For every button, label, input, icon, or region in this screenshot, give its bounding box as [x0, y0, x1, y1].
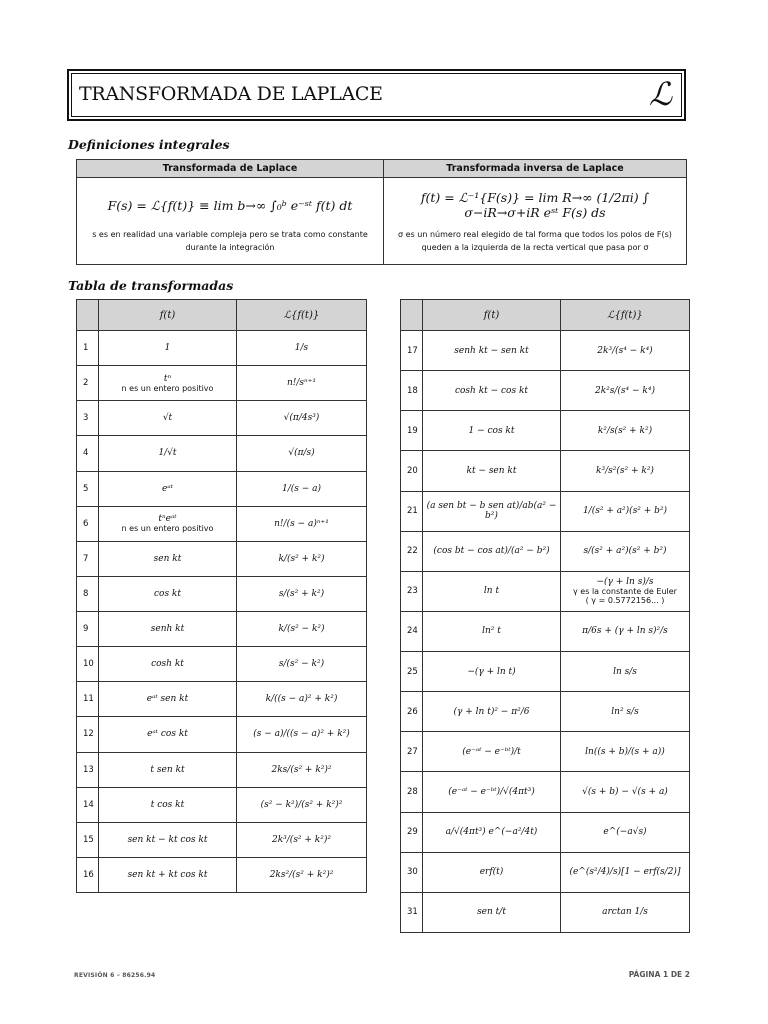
table-row [401, 611, 690, 651]
row-lt [561, 611, 690, 651]
row-lt [237, 366, 367, 401]
row-ft [423, 772, 561, 812]
ft-expression: cosh kt [151, 659, 184, 670]
ft-expression: eᵃᵗ [162, 483, 173, 494]
table-row [77, 541, 367, 576]
row-lt [237, 506, 367, 541]
lt-expression: π/6s + (γ + ln s)²/s [582, 626, 668, 637]
laplace-note: s es en realidad una variable compleja pero se trata como constante durante la integración [92, 230, 368, 252]
header-number [77, 300, 99, 331]
row-ft [99, 717, 237, 752]
row-number: 21 [401, 491, 423, 531]
table-row [77, 401, 367, 436]
lt-expression: √(π/s) [288, 448, 315, 459]
table-row [77, 331, 367, 366]
ft-expression: t sen kt [150, 764, 185, 775]
table-row [401, 571, 690, 611]
row-ft [99, 436, 237, 471]
definitions-header-laplace: Transformada de Laplace [77, 160, 384, 178]
ft-note: n es un entero positivo [121, 383, 214, 393]
row-number: 10 [77, 647, 99, 682]
row-lt [561, 411, 690, 451]
lt-expression: 2k²s/(s⁴ − k⁴) [594, 385, 655, 396]
ft-expression: a/√(4πt³) e^(−a²/4t) [445, 827, 538, 838]
lt-expression: (e^(s²/4)/s)[1 − erf(s/2)] [569, 867, 681, 878]
table-row [77, 857, 367, 892]
lt-expression: √(s + b) − √(s + a) [582, 786, 668, 797]
row-lt [237, 331, 367, 366]
row-number: 13 [77, 752, 99, 787]
row-ft [423, 331, 561, 371]
row-ft [99, 682, 237, 717]
row-ft [423, 692, 561, 732]
row-lt [561, 692, 690, 732]
ft-expression: tⁿ [163, 373, 172, 384]
lt-expression: arctan 1/s [602, 907, 648, 918]
row-lt [561, 732, 690, 772]
table-row [401, 772, 690, 812]
row-ft [99, 401, 237, 436]
row-lt [561, 531, 690, 571]
table-row [77, 787, 367, 822]
ft-expression: (e⁻ᵃᵗ − e⁻ᵇᵗ)/√(4πt³) [448, 786, 535, 797]
ft-expression: −(γ + ln t) [467, 666, 516, 677]
inverse-formula: f(t) = ℒ⁻¹{F(s)} = lim R→∞ (1/2πi) ∫ σ−iR→σ+iR eˢᵗ F(s) ds [420, 190, 650, 220]
table-row [77, 436, 367, 471]
row-number: 25 [401, 652, 423, 692]
table-row [401, 411, 690, 451]
definitions-table [76, 159, 687, 265]
ft-expression: 1 [164, 343, 171, 354]
row-ft [99, 822, 237, 857]
row-ft [423, 732, 561, 772]
row-ft [99, 752, 237, 787]
lt-note: ( γ = 0.5772156... ) [585, 596, 665, 606]
table-row [77, 717, 367, 752]
ft-expression: (γ + ln t)² − π²/6 [453, 706, 530, 717]
row-number: 15 [77, 822, 99, 857]
table-row [401, 852, 690, 892]
row-lt [561, 491, 690, 531]
lt-expression: s/(s² − k²) [278, 659, 325, 670]
row-number: 29 [401, 812, 423, 852]
row-number: 2 [77, 366, 99, 401]
ft-note: n es un entero positivo [121, 524, 214, 534]
ft-expression: erf(t) [479, 867, 504, 878]
row-ft [423, 892, 561, 932]
table-row [401, 732, 690, 772]
row-lt [237, 647, 367, 682]
row-lt [237, 682, 367, 717]
ft-expression: (e⁻ᵃᵗ − e⁻ᵇᵗ)/t [462, 746, 521, 757]
inverse-note: σ es un número real elegido de tal forma que todos los polos de F(s) queden a la izquierda de la recta vertical que pasa por σ [398, 230, 672, 252]
lt-expression: k²/s(s² + k²) [597, 425, 653, 436]
lt-expression: n!/(s − a)ⁿ⁺¹ [274, 518, 329, 529]
row-number: 19 [401, 411, 423, 451]
table-row [401, 451, 690, 491]
row-number: 9 [77, 612, 99, 647]
footer-revision: REVISIÓN 6 – 86256.94 [74, 972, 156, 979]
row-lt [237, 612, 367, 647]
row-ft [423, 531, 561, 571]
row-lt [561, 331, 690, 371]
row-ft [99, 857, 237, 892]
header-ft: f(t) [423, 300, 561, 331]
title-box [67, 69, 686, 121]
table-row [401, 491, 690, 531]
row-ft [99, 647, 237, 682]
row-ft [423, 491, 561, 531]
laplace-formula: F(s) = ℒ{f(t)} ≡ lim b→∞ ∫₀ᵇ e⁻ˢᵗ f(t) dt [107, 197, 353, 213]
table-row [401, 331, 690, 371]
row-lt [237, 576, 367, 611]
row-ft [423, 411, 561, 451]
row-lt [561, 812, 690, 852]
lt-expression: k/((s − a)² + k²) [265, 694, 338, 705]
lt-expression: ln((s + b)/(s + a)) [585, 746, 665, 757]
transforms-table-right [400, 299, 690, 933]
ft-expression: t cos kt [150, 799, 185, 810]
ft-expression: senh kt − sen kt [454, 345, 529, 356]
header-ft: f(t) [99, 300, 237, 331]
row-lt [561, 652, 690, 692]
table-row [77, 366, 367, 401]
row-ft [423, 812, 561, 852]
table-row [401, 892, 690, 932]
ft-expression: senh kt [150, 624, 185, 635]
lt-expression: 1/(s² + a²)(s² + b²) [582, 506, 668, 517]
ft-expression: sen t/t [477, 907, 506, 918]
ft-expression: cosh kt − cos kt [454, 385, 529, 396]
row-number: 20 [401, 451, 423, 491]
row-lt [561, 571, 690, 611]
section-table-heading: Tabla de transformadas [68, 278, 234, 293]
lt-expression: s/(s² + a²)(s² + b²) [583, 546, 667, 557]
table-row [77, 682, 367, 717]
ft-expression: cos kt [153, 588, 181, 599]
header-number [401, 300, 423, 331]
ft-expression: ln t [483, 586, 500, 597]
table-row [401, 812, 690, 852]
ft-expression: sen kt − kt cos kt [127, 834, 208, 845]
row-lt [237, 471, 367, 506]
definition-laplace-cell [77, 178, 384, 265]
row-number: 6 [77, 506, 99, 541]
table-row [77, 822, 367, 857]
lt-expression: (s − a)/((s − a)² + k²) [253, 729, 350, 740]
ft-expression: (cos bt − cos at)/(a² − b²) [433, 546, 550, 557]
row-number: 1 [77, 331, 99, 366]
row-lt [561, 451, 690, 491]
footer-page-number: PÁGINA 1 DE 2 [628, 970, 690, 979]
row-ft [99, 541, 237, 576]
row-ft [99, 612, 237, 647]
section-definitions-heading: Definiciones integrales [68, 137, 230, 152]
table-row [77, 471, 367, 506]
row-number: 27 [401, 732, 423, 772]
ft-expression: sen kt + kt cos kt [127, 869, 208, 880]
row-lt [237, 857, 367, 892]
row-number: 28 [401, 772, 423, 812]
row-number: 18 [401, 371, 423, 411]
row-number: 12 [77, 717, 99, 752]
lt-expression: ln² s/s [611, 706, 639, 717]
lt-expression: 2ks/(s² + k²)² [271, 764, 332, 775]
row-lt [237, 717, 367, 752]
lt-expression: k/(s² − k²) [278, 624, 325, 635]
lt-expression: 1/s [294, 343, 309, 354]
row-lt [237, 401, 367, 436]
row-number: 14 [77, 787, 99, 822]
row-number: 23 [401, 571, 423, 611]
lt-expression: s/(s² + k²) [278, 588, 325, 599]
row-ft [423, 571, 561, 611]
row-ft [423, 852, 561, 892]
row-ft [423, 371, 561, 411]
lt-expression: e^(−a√s) [603, 827, 647, 838]
definitions-header-inverse: Transformada inversa de Laplace [384, 160, 687, 178]
row-ft [99, 576, 237, 611]
lt-note: γ es la constante de Euler [573, 587, 677, 597]
row-lt [237, 541, 367, 576]
lt-expression: k³/s²(s² + k²) [596, 465, 654, 476]
row-number: 8 [77, 576, 99, 611]
row-lt [561, 772, 690, 812]
table-row [401, 692, 690, 732]
ft-expression: sen kt [153, 553, 182, 564]
table-row [77, 576, 367, 611]
lt-expression: 2k³/(s⁴ − k⁴) [597, 345, 653, 356]
header-lt: ℒ{f(t)} [237, 300, 367, 331]
row-number: 4 [77, 436, 99, 471]
row-number: 17 [401, 331, 423, 371]
row-lt [561, 371, 690, 411]
row-lt [237, 752, 367, 787]
definition-inverse-cell [384, 178, 687, 265]
row-ft [423, 611, 561, 651]
row-ft [423, 451, 561, 491]
lt-expression: n!/sⁿ⁺¹ [286, 378, 317, 389]
row-number: 31 [401, 892, 423, 932]
table-row [77, 506, 367, 541]
row-number: 16 [77, 857, 99, 892]
ft-expression: ln² t [482, 626, 501, 637]
row-lt [237, 787, 367, 822]
row-ft [99, 331, 237, 366]
row-number: 3 [77, 401, 99, 436]
ft-expression: eᵃᵗ cos kt [147, 729, 188, 740]
ft-expression: tⁿeᵃᵗ [158, 514, 177, 525]
lt-expression: 2ks²/(s² + k²)² [269, 869, 334, 880]
row-number: 22 [401, 531, 423, 571]
table-row [401, 652, 690, 692]
lt-expression: −(γ + ln s)/s [596, 577, 654, 588]
ft-expression: (a sen bt − b sen at)/ab(a² − b²) [426, 501, 557, 522]
row-lt [561, 852, 690, 892]
lt-expression: ln s/s [613, 666, 637, 677]
row-number: 5 [77, 471, 99, 506]
table-row [401, 371, 690, 411]
header-lt: ℒ{f(t)} [561, 300, 690, 331]
row-ft [99, 787, 237, 822]
ft-expression: eᵃᵗ sen kt [146, 694, 189, 705]
lt-expression: 1/(s − a) [281, 483, 322, 494]
lt-expression: (s² − k²)/(s² + k²)² [260, 799, 343, 810]
table-row [77, 647, 367, 682]
ft-expression: 1 − cos kt [468, 425, 515, 436]
row-ft [99, 506, 237, 541]
row-lt [561, 892, 690, 932]
row-lt [237, 436, 367, 471]
row-ft [99, 366, 237, 401]
row-number: 26 [401, 692, 423, 732]
row-ft [423, 652, 561, 692]
ft-expression: √t [162, 413, 173, 424]
table-row [77, 752, 367, 787]
ft-expression: kt − sen kt [466, 465, 517, 476]
row-number: 30 [401, 852, 423, 892]
table-row [401, 531, 690, 571]
transforms-table-left [76, 299, 367, 893]
page-title: TRANSFORMADA DE LAPLACE [79, 83, 383, 105]
row-number: 11 [77, 682, 99, 717]
lt-expression: 2k³/(s² + k²)² [271, 834, 331, 845]
row-lt [237, 822, 367, 857]
lt-expression: k/(s² + k²) [278, 553, 325, 564]
row-number: 24 [401, 611, 423, 651]
laplace-logo-icon: ℒ [648, 75, 672, 113]
row-number: 7 [77, 541, 99, 576]
row-ft [99, 471, 237, 506]
lt-expression: √(π/4s³) [283, 413, 320, 424]
ft-expression: 1/√t [158, 448, 177, 459]
table-row [77, 612, 367, 647]
